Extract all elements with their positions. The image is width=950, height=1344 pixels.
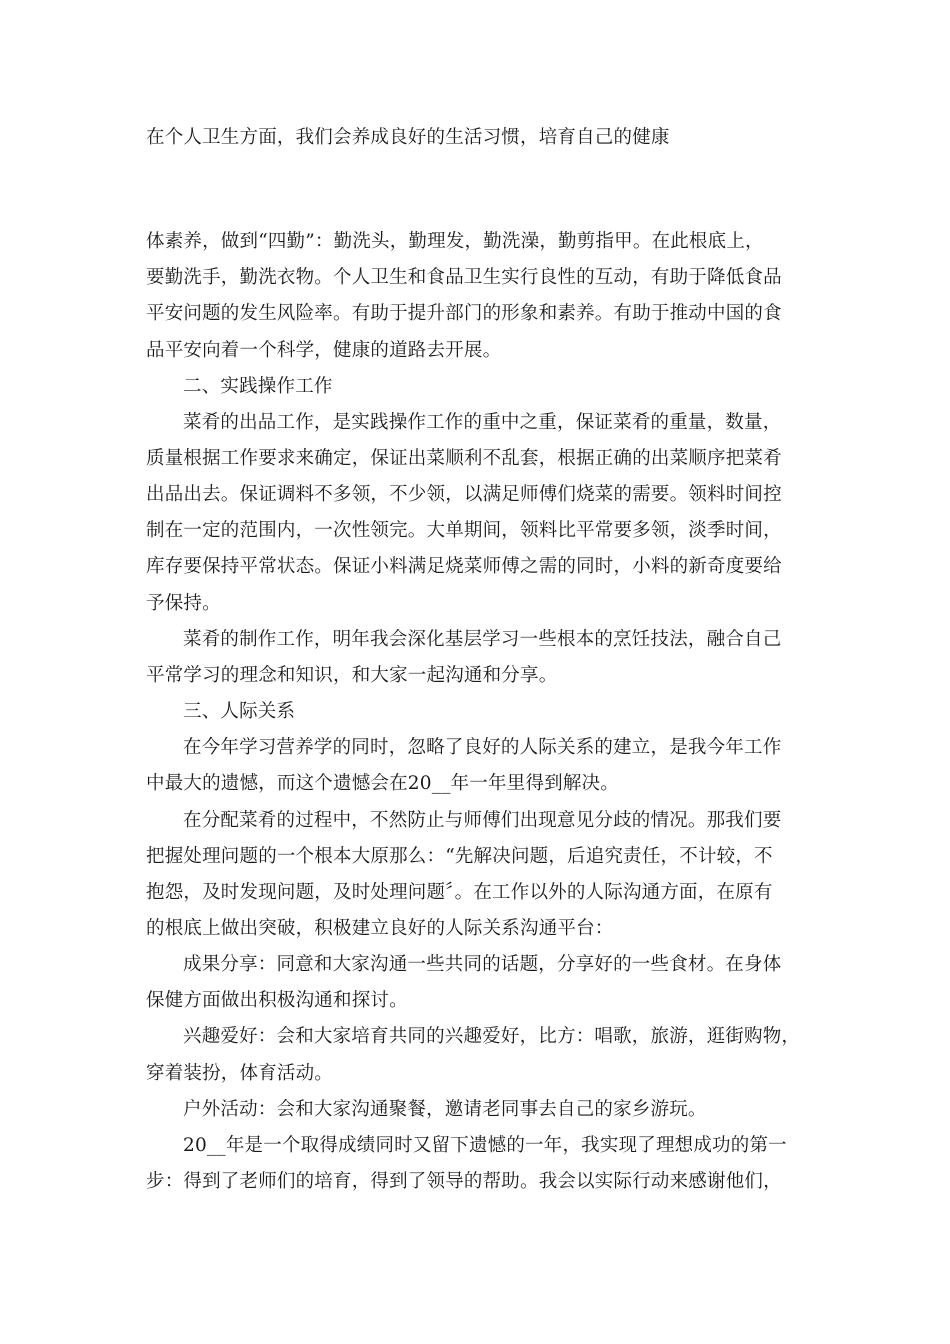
paragraph-line: 在今年学习营养学的同时，忽略了良好的人际关系的建立，是我今年工作: [183, 737, 782, 758]
paragraph-line: 20__年是一个取得成绩同时又留下遗憾的一年，我实现了理想成功的第一: [183, 1135, 787, 1156]
paragraph-line: 抱怨，及时发现问题，及时处理问题〞。在工作以外的人际沟通方面，在原有: [146, 882, 773, 903]
section-heading: 二、实践操作工作: [183, 376, 333, 397]
paragraph-line: 户外活动：会和大家沟通聚餐，邀请老同事去自己的家乡游玩。: [183, 1099, 707, 1120]
paragraph-line: 出品出去。保证调料不多领，不少领，以满足师傅们烧菜的需要。领料时间控: [146, 484, 782, 505]
paragraph-line: 品平安向着一个科学，健康的道路去开展。: [146, 340, 502, 361]
paragraph-line: 穿着装扮，体育活动。: [146, 1063, 334, 1084]
paragraph-line: 的根底上做出突破，积极建立良好的人际关系沟通平台：: [146, 918, 614, 939]
paragraph-line: 予保持。: [146, 593, 221, 614]
paragraph-line: 步：得到了老师们的培育，得到了领导的帮助。我会以实际行动来感谢他们，: [146, 1171, 782, 1192]
paragraph-line: 菜肴的出品工作，是实践操作工作的重中之重，保证菜肴的重量，数量，: [183, 412, 782, 433]
paragraph-line: 把握处理问题的一个根本大原那么：“先解决问题，后追究责任，不计较，不: [146, 846, 773, 867]
paragraph-line: 质量根据工作要求来确定，保证出菜顺利不乱套，根据正确的出菜顺序把菜肴: [146, 448, 782, 469]
paragraph-line: 菜肴的制作工作，明年我会深化基层学习一些根本的烹饪技法，融合自己: [183, 629, 782, 650]
paragraph-line: 要勤洗手，勤洗衣物。个人卫生和食品卫生实行良性的互动，有助于降低食品: [146, 267, 782, 288]
paragraph-line: 制在一定的范围内，一次性领完。大单期间，领料比平常要多领，淡季时间，: [146, 520, 782, 541]
paragraph-line: 成果分享：同意和大家沟通一些共同的话题，分享好的一些食材。在身体: [183, 954, 782, 975]
paragraph-line: 平安问题的发生风险率。有助于提升部门的形象和素养。有助于推动中国的食: [146, 303, 782, 324]
paragraph-line: 库存要保持平常状态。保证小料满足烧菜师傅之需的同时，小料的新奇度要给: [146, 556, 782, 577]
paragraph-line: 体素养，做到“四勤”：勤洗头，勤理发，勤洗澡，勤剪指甲。在此根底上，: [146, 231, 764, 252]
paragraph-line: 中最大的遗憾，而这个遗憾会在20__年一年里得到解决。: [146, 773, 619, 794]
paragraph-line: 保健方面做出积极沟通和探讨。: [146, 990, 408, 1011]
section-heading: 三、人际关系: [183, 701, 296, 722]
paragraph-line: 兴趣爱好：会和大家培育共同的兴趣爱好，比方：唱歌，旅游，逛街购物，: [183, 1026, 801, 1047]
paragraph-line: 平常学习的理念和知识，和大家一起沟通和分享。: [146, 665, 558, 686]
paragraph-line: 在分配菜肴的过程中，不然防止与师傅们出现意见分歧的情况。那我们要: [183, 810, 782, 831]
paragraph-line: 在个人卫生方面，我们会养成良好的生活习惯，培育自己的健康: [146, 127, 670, 148]
